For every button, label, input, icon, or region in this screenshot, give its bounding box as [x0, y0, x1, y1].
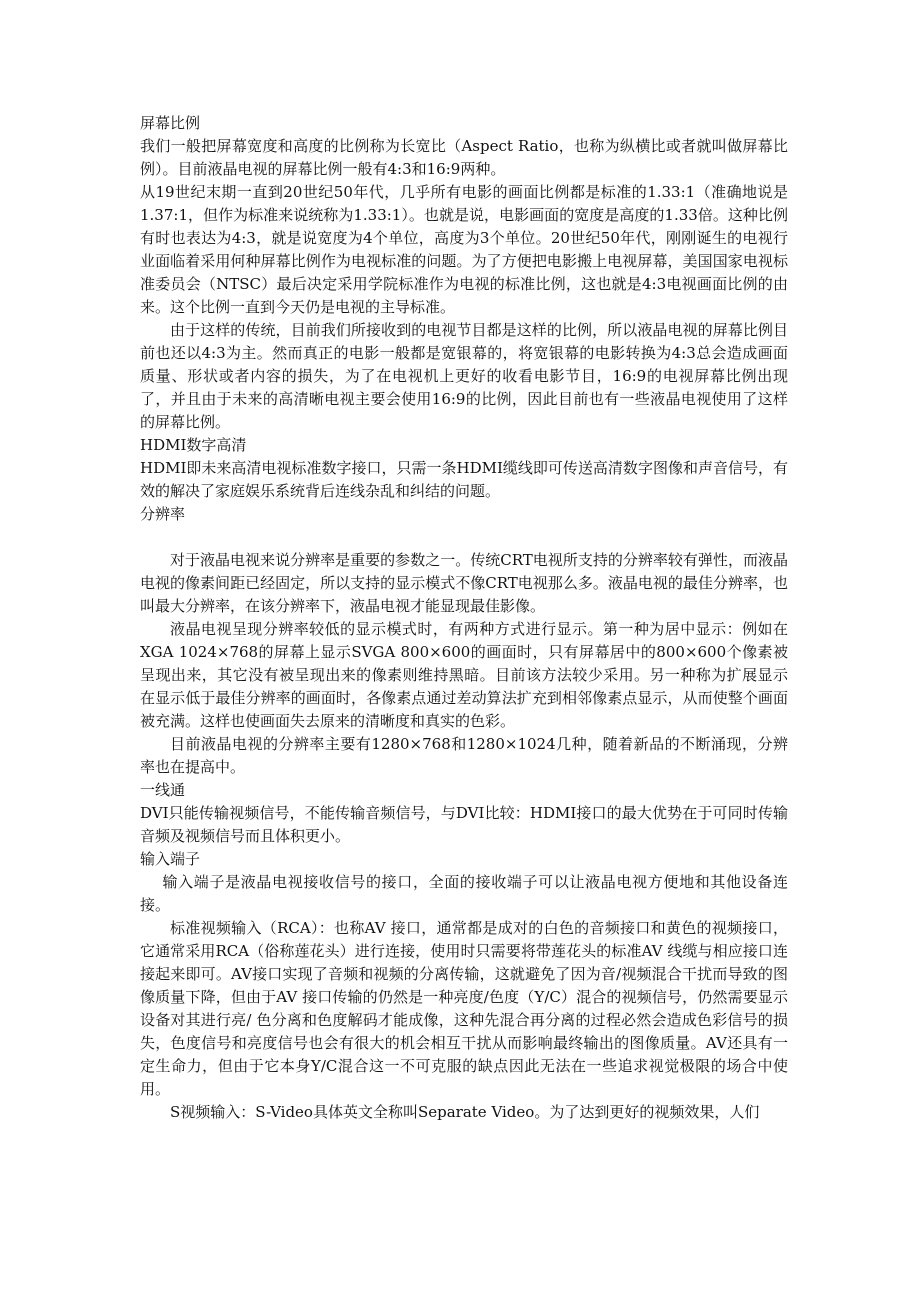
paragraph-resolution-current: 目前液晶电视的分辨率主要有1280×768和1280×1024几种，随着新品的不断涌现，分辨率也在提高中。 — [140, 735, 788, 776]
document-body — [140, 112, 788, 1124]
paragraph-aspect-ratio-history: 从19世纪末期一直到20世纪50年代，几乎所有电影的画面比例都是标准的1.33:1（准确地说是1.37:1，但作为标准来说统称为1.33:1）。也就是说，电影画面的宽度是高度的1.33倍。这种比例有时也表达为4:3，就是说宽度为4个单位，高度为3个单位。20世纪50年代，刚刚诞生的电视行业面临着采用何种屏幕比例作为电视标准的问题。为了方便把电影搬上电视屏幕，美国国家电视标准委员会（NTSC）最后决定采用学院标准作为电视的标准比例，这也就是4:3电视画面比例的由来。这个比例一直到今天仍是电视的主导标准。 — [140, 183, 788, 316]
paragraph-aspect-ratio-definition: 我们一般把屏幕宽度和高度的比例称为长宽比（Aspect Ratio，也称为纵横比或者就叫做屏幕比例）。目前液晶电视的屏幕比例一般有4:3和16:9两种。 — [140, 137, 788, 178]
section-heading-hdmi: HDMI数字高清 — [140, 436, 247, 454]
paragraph-input-terminals-intro: 输入端子是液晶电视接收信号的接口，全面的接收端子可以让液晶电视方便地和其他设备连接。 — [140, 873, 788, 914]
paragraph-one-cable: DVI只能传输视频信号，不能传输音频信号，与DVI比较：HDMI接口的最大优势在于可同时传输音频及视频信号而且体积更小。 — [140, 804, 788, 845]
section-heading-aspect-ratio: 屏幕比例 — [140, 114, 201, 132]
blank-line — [140, 526, 788, 549]
paragraph-s-video-input: S视频输入：S-Video具体英文全称叫Separate Video。为了达到更好的视频效果，人们 — [170, 1103, 760, 1121]
section-heading-input-terminals: 输入端子 — [140, 850, 201, 868]
paragraph-resolution-display-modes: 液晶电视呈现分辨率较低的显示模式时，有两种方式进行显示。第一种为居中显示：例如在XGA 1024×768的屏幕上显示SVGA 800×600的画面时，只有屏幕居中的800×600个像素被呈现出来，其它没有被呈现出来的像素则维持黑暗。目前该方法较少采用。另一种称为扩展显示 在显示低于最佳分辨率的画面时，各像素点通过差动算法扩充到相邻像素点显示，从而使整个画面被充满。这样也使画面失去原来的清晰度和真实的色彩。 — [140, 620, 788, 730]
section-heading-one-cable: 一线通 — [140, 781, 186, 799]
section-heading-resolution: 分辨率 — [140, 505, 186, 523]
paragraph-aspect-ratio-widescreen: 由于这样的传统，目前我们所接收到的电视节目都是这样的比例，所以液晶电视的屏幕比例目前也还以4:3为主。然而真正的电影一般都是宽银幕的，将宽银幕的电影转换为4:3总会造成画面质量、形状或者内容的损失，为了在电视机上更好的收看电影节目，16:9的电视屏幕比例出现了，并且由于未来的高清晰电视主要会使用16:9的比例，因此目前也有一些液晶电视使用了这样的屏幕比例。 — [140, 321, 788, 431]
paragraph-rca-input: 标准视频输入（RCA）：也称AV 接口，通常都是成对的白色的音频接口和黄色的视频接口，它通常采用RCA（俗称莲花头）进行连接，使用时只需要将带莲花头的标准AV 线缆与相应接口连接起来即可。AV接口实现了音频和视频的分离传输，这就避免了因为音/视频混合干扰而导致的图像质量下降，但由于AV 接口传输的仍然是一种亮度/色度（Y/C）混合的视频信号，仍然需要显示设备对其进行亮/ 色分离和色度解码才能成像，这种先混合再分离的过程必然会造成色彩信号的损失，色度信号和亮度信号也会有很大的机会相互干扰从而影响最终输出的图像质量。AV还具有一定生命力，但由于它本身Y/C混合这一不可克服的缺点因此无法在一些追求视觉极限的场合中使用。 — [140, 919, 788, 1098]
paragraph-resolution-importance: 对于液晶电视来说分辨率是重要的参数之一。传统CRT电视所支持的分辨率较有弹性，而液晶电视的像素间距已经固定，所以支持的显示模式不像CRT电视那么多。液晶电视的最佳分辨率，也叫最大分辨率，在该分辨率下，液晶电视才能显现最佳影像。 — [140, 551, 788, 615]
paragraph-hdmi: HDMI即未来高清电视标准数字接口，只需一条HDMI缆线即可传送高清数字图像和声音信号，有效的解决了家庭娱乐系统背后连线杂乱和纠结的问题。 — [140, 459, 788, 500]
